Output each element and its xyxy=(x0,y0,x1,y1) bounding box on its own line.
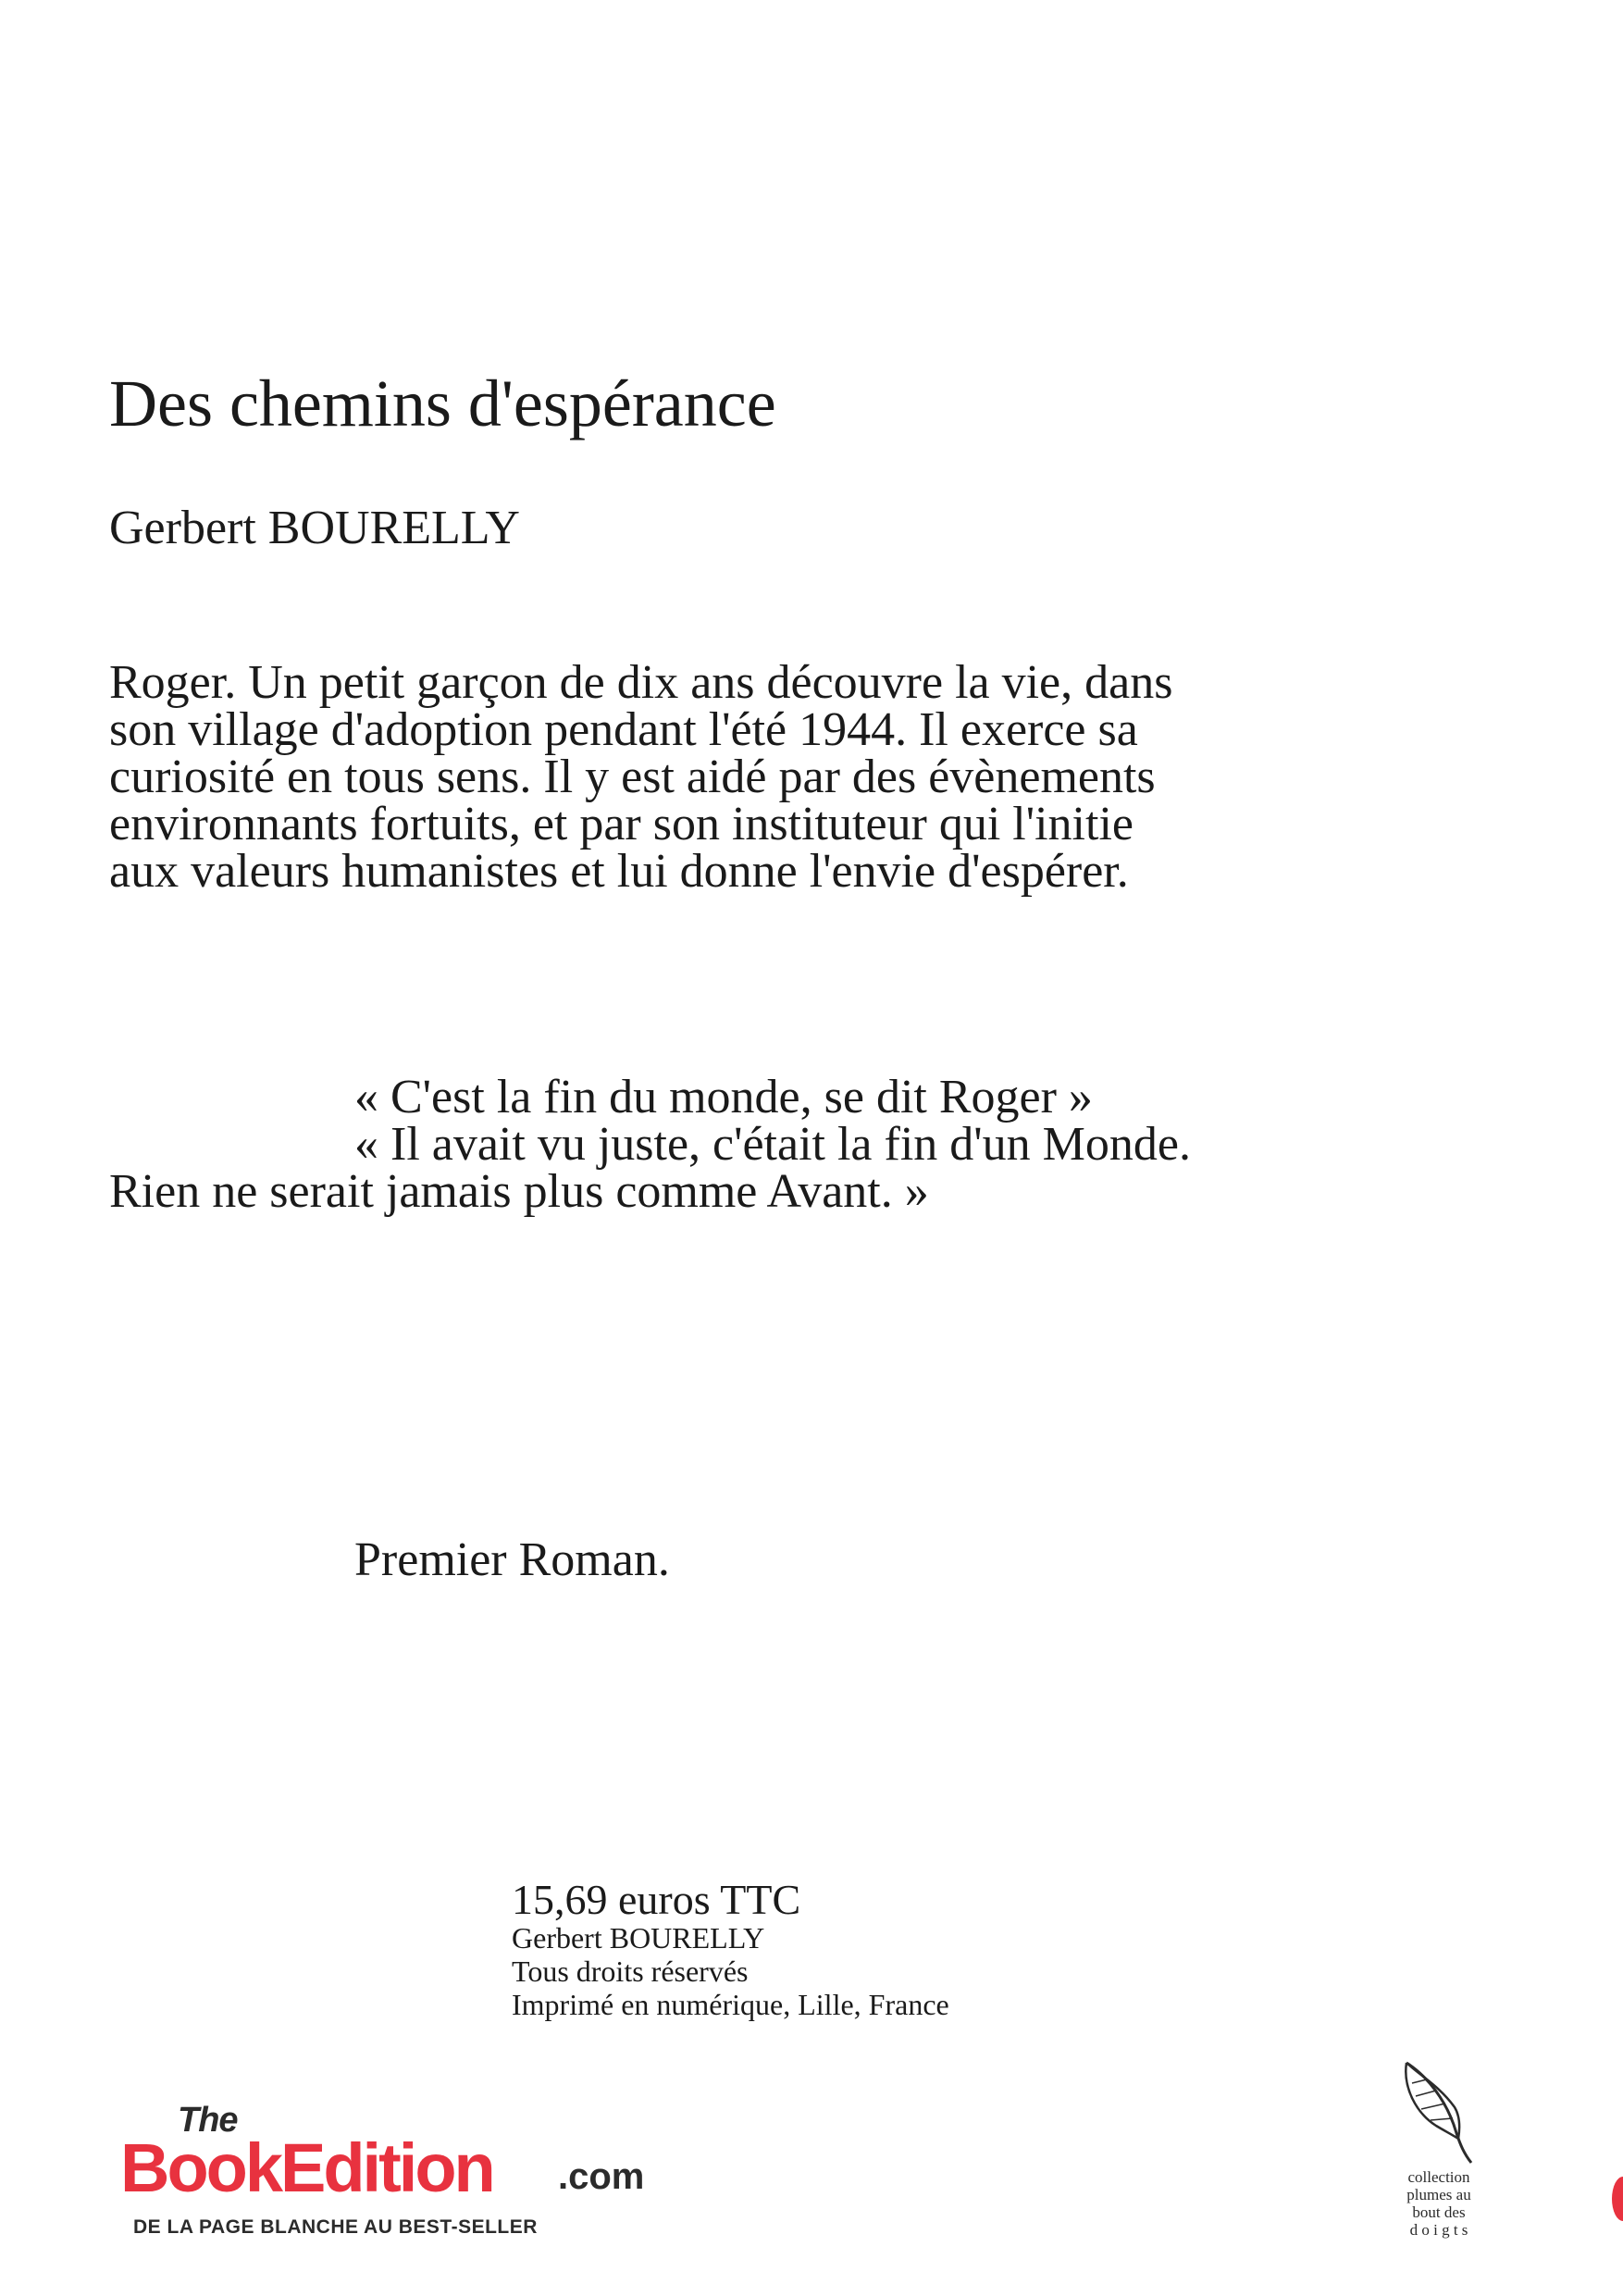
colophon-author: Gerbert BOURELLY xyxy=(512,1921,765,1955)
book-blurb: Roger. Un petit garçon de dix ans découvre la vie, dans son village d'adoption pendant l'été 1944. Il exerce sa curiosité en tous sens. Il y est aidé par des évènements environnants fortuits, et par son instituteur qui l'initie aux valeurs humanistes et lui donne l'envie d'espérer. xyxy=(109,656,1173,898)
book-author: Gerbert BOURELLY xyxy=(109,502,520,554)
price: 15,69 euros TTC xyxy=(512,1876,801,1923)
bookedition-logo-the: The xyxy=(178,2101,238,2140)
collection-logo-text xyxy=(1379,2168,1499,2239)
bookedition-logo-domain: .com xyxy=(558,2156,645,2197)
collection-logo xyxy=(1379,2059,1499,2244)
printing-notice: Imprimé en numérique, Lille, France xyxy=(512,1988,949,2021)
colophon xyxy=(512,1876,949,2021)
bookedition-logo-name: BookEdition xyxy=(120,2129,493,2206)
premier-roman-label: Premier Roman. xyxy=(354,1533,670,1586)
quote-line: « Il avait vu juste, c'était la fin d'un Monde. Rien ne serait jamais plus comme Avant. » xyxy=(109,1118,1191,1218)
collection-logo-line: d o i g t s xyxy=(1409,2221,1468,2239)
collection-logo-line: plumes au xyxy=(1406,2186,1471,2203)
edge-mark xyxy=(1612,2177,1623,2221)
collection-logo-line: collection xyxy=(1407,2168,1470,2186)
book-title: Des chemins d'espérance xyxy=(109,366,776,441)
rights-notice: Tous droits réservés xyxy=(512,1955,749,1988)
bookedition-tagline: DE LA PAGE BLANCHE AU BEST-SELLER xyxy=(133,2216,538,2238)
collection-logo-line: bout des xyxy=(1412,2203,1466,2221)
quote-line: « C'est la fin du monde, se dit Roger » xyxy=(354,1071,1093,1123)
feather-quill-icon xyxy=(1399,2059,1479,2166)
bookedition-logo xyxy=(120,2101,675,2249)
quote-block xyxy=(109,1071,1210,1218)
